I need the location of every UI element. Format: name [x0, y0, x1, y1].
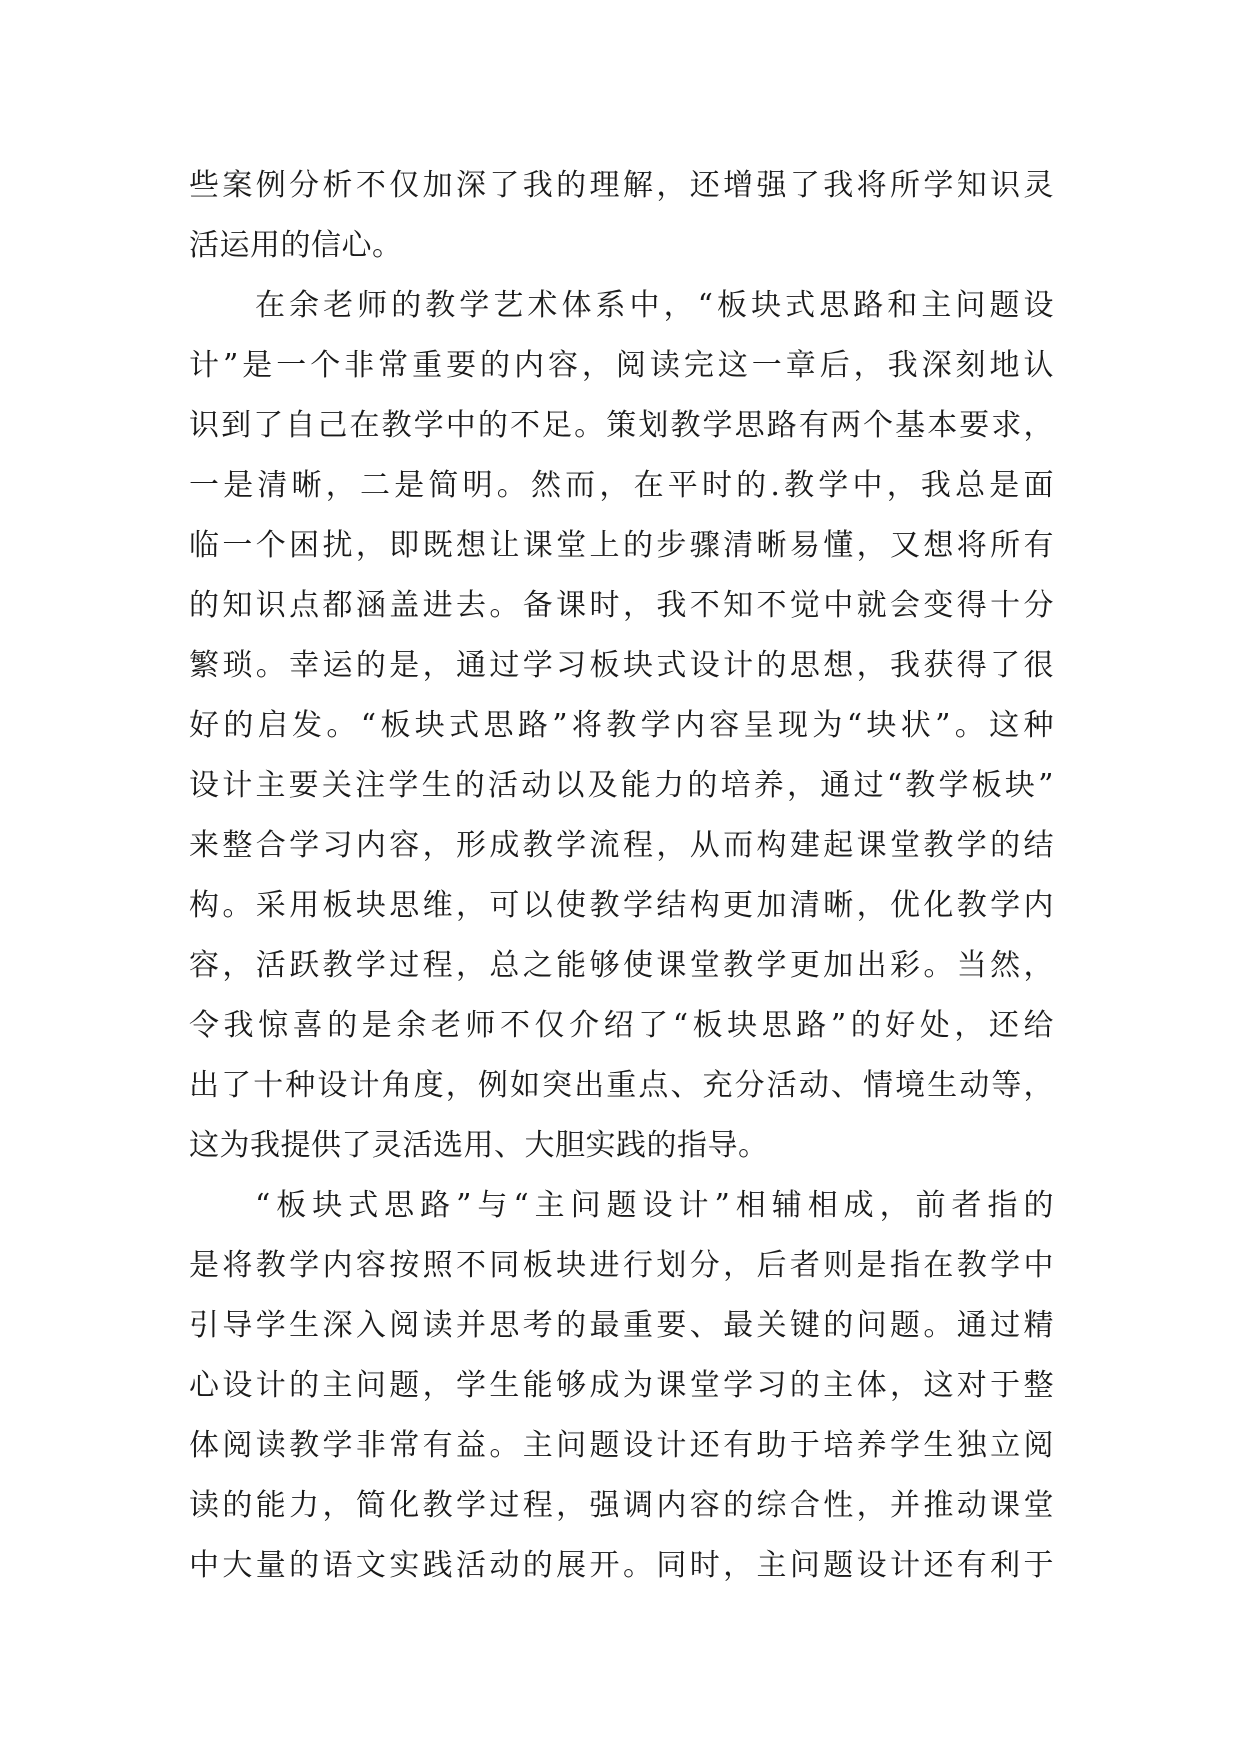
text-line: 体阅读教学非常有益。主问题设计还有助于培养学生独立阅	[189, 1428, 1054, 1463]
text-line: 临一个困扰，即既想让课堂上的步骤清晰易懂，又想将所有	[189, 528, 1054, 563]
body-text	[189, 156, 1054, 1596]
text-line: 繁琐。幸运的是，通过学习板块式设计的思想，我获得了很	[189, 648, 1054, 683]
text-line: “板块式思路”与“主问题设计”相辅相成，前者指的	[255, 1188, 1054, 1223]
text-line: 这为我提供了灵活选用、大胆实践的指导。	[189, 1128, 769, 1163]
text-line: 一是清晰，二是简明。然而，在平时的.教学中，我总是面	[189, 468, 1054, 503]
text-line: 中大量的语文实践活动的展开。同时，主问题设计还有利于	[189, 1548, 1054, 1583]
text-line: 活运用的信心。	[189, 228, 403, 263]
text-line: 的知识点都涵盖进去。备课时，我不知不觉中就会变得十分	[189, 588, 1054, 623]
text-line: 设计主要关注学生的活动以及能力的培养，通过“教学板块”	[189, 768, 1054, 803]
text-line: 构。采用板块思维，可以使教学结构更加清晰，优化教学内	[189, 888, 1054, 923]
text-line: 识到了自己在教学中的不足。策划教学思路有两个基本要求，	[189, 408, 1054, 443]
text-line: 是将教学内容按照不同板块进行划分，后者则是指在教学中	[189, 1248, 1054, 1283]
text-line: 容，活跃教学过程，总之能够使课堂教学更加出彩。当然，	[189, 948, 1054, 983]
text-line: 读的能力，简化教学过程，强调内容的综合性，并推动课堂	[189, 1488, 1054, 1523]
text-line: 好的启发。“板块式思路”将教学内容呈现为“块状”。这种	[189, 708, 1054, 743]
text-line: 来整合学习内容，形成教学流程，从而构建起课堂教学的结	[189, 828, 1054, 863]
text-line: 出了十种设计角度，例如突出重点、充分活动、情境生动等，	[189, 1068, 1054, 1103]
text-line: 计”是一个非常重要的内容，阅读完这一章后，我深刻地认	[189, 348, 1054, 383]
text-line: 令我惊喜的是余老师不仅介绍了“板块思路”的好处，还给	[189, 1008, 1054, 1043]
text-line: 引导学生深入阅读并思考的最重要、最关键的问题。通过精	[189, 1308, 1054, 1343]
text-line: 在余老师的教学艺术体系中，“板块式思路和主问题设	[255, 288, 1054, 323]
text-line: 些案例分析不仅加深了我的理解，还增强了我将所学知识灵	[189, 168, 1054, 203]
text-line: 心设计的主问题，学生能够成为课堂学习的主体，这对于整	[189, 1368, 1054, 1403]
